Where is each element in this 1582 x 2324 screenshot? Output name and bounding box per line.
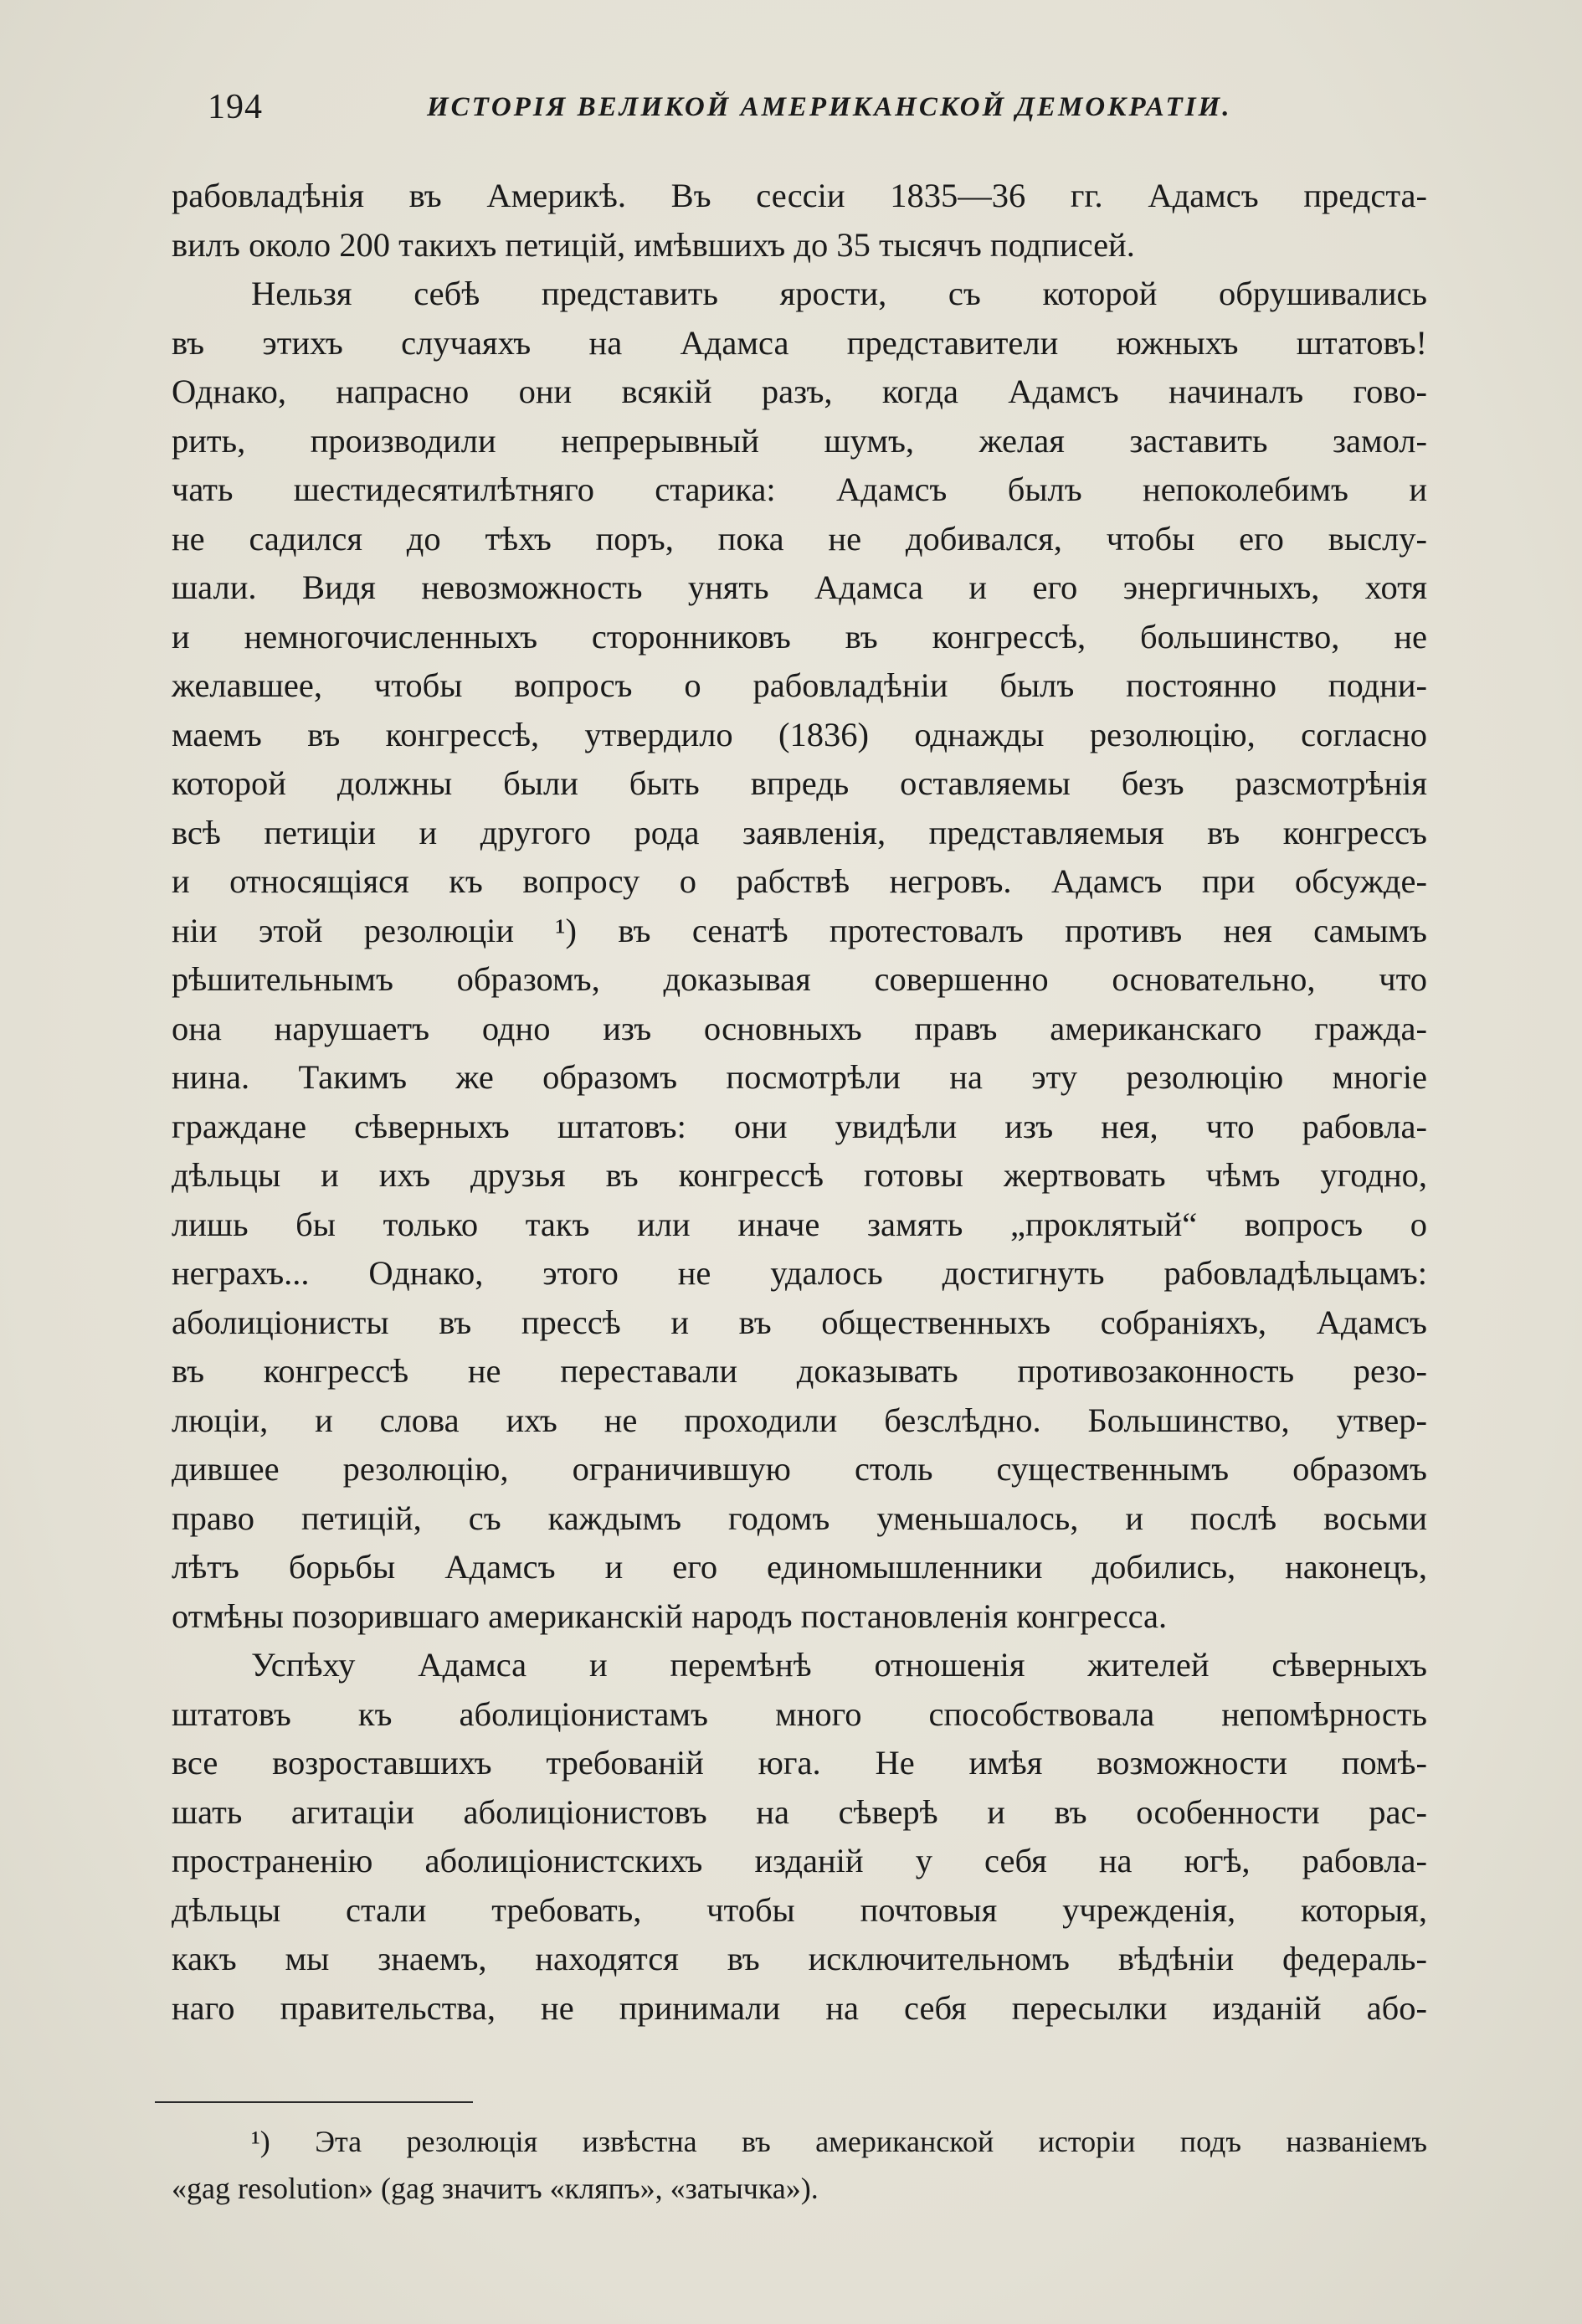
text-line: аболиціонисты въ прессѣ и въ общественныхъ собраніяхъ, Адамсъ [172, 1303, 1427, 1341]
footnote-line: ¹) Эта резолюція извѣстна въ американской исторіи подъ названіемъ [251, 2125, 1427, 2158]
text-line: рабовладѣнія въ Америкѣ. Въ сессіи 1835—36 гг. Адамсъ предста- [172, 177, 1427, 214]
text-line: какъ мы знаемъ, находятся въ исключительномъ вѣдѣніи федераль- [172, 1940, 1427, 1977]
text-line: не садился до тѣхъ поръ, пока не добивался, чтобы его выслу- [172, 519, 1427, 558]
text-line: шали. Видя невозможность унять Адамса и его энергичныхъ, хотя [172, 568, 1427, 606]
text-line: нина. Такимъ же образомъ посмотрѣли на эту резолюцію многіе [172, 1058, 1427, 1096]
footnote-divider [155, 2101, 473, 2103]
text-line: въ конгрессѣ не переставали доказывать противозаконность резо- [172, 1352, 1427, 1390]
text-line: маемъ въ конгрессѣ, утвердило (1836) однажды резолюцію, согласно [172, 715, 1427, 753]
text-line: отмѣны позорившаго американскій народъ постановленія конгресса. [172, 1596, 1168, 1635]
text-line: лишь бы только такъ или иначе замять „проклятый“ вопросъ о [172, 1205, 1427, 1243]
text-line: всѣ петиціи и другого рода заявленія, представляемыя въ конгрессъ [172, 813, 1427, 851]
text-line: которой должны были быть впредь оставляемы безъ разсмотрѣнія [172, 764, 1427, 802]
text-line: дившее резолюцію, ограничившую столь существеннымъ образомъ [172, 1450, 1427, 1488]
text-line: лѣтъ борьбы Адамсъ и его единомышленники добились, наконецъ, [172, 1548, 1427, 1586]
body-text [172, 172, 1427, 2033]
text-line: желавшее, чтобы вопросъ о рабовладѣніи былъ постоянно подни- [172, 666, 1427, 704]
text-line: дѣльцы и ихъ друзья въ конгрессѣ готовы жертвовать чѣмъ угодно, [172, 1156, 1427, 1194]
page-number: 194 [208, 88, 263, 126]
text-line: ніи этой резолюціи ¹) въ сенатѣ протестовалъ противъ нея самымъ [172, 911, 1427, 949]
footnotes [172, 2118, 1427, 2212]
text-line: и относящіяся къ вопросу о рабствѣ негровъ. Адамсъ при обсужде- [172, 862, 1427, 900]
text-line: вилъ около 200 такихъ петицій, имѣвшихъ до 35 тысячъ подписей. [172, 225, 1135, 264]
running-title: ИСТОРІЯ ВЕЛИКОЙ АМЕРИКАНСКОЙ ДЕМОКРАТІИ. [427, 92, 1232, 122]
text-line: наго правительства, не принимали на себя пересылки изданій або- [172, 1988, 1427, 2027]
text-line: Однако, напрасно они всякій разъ, когда Адамсъ начиналъ гово- [172, 373, 1427, 410]
text-line: Нельзя себѣ представить ярости, съ которой обрушивались [251, 275, 1427, 312]
text-line: люціи, и слова ихъ не проходили безслѣдно. Большинство, утвер- [172, 1401, 1427, 1439]
text-line: и немногочисленныхъ сторонниковъ въ конгрессѣ, большинство, не [172, 617, 1427, 656]
page-header [193, 87, 1431, 137]
text-line: дѣльцы стали требовать, чтобы почтовыя учрежденія, которыя, [172, 1890, 1427, 1929]
text-line: неграхъ... Однако, этого не удалось достигнуть рабовладѣльцамъ: [172, 1254, 1427, 1292]
text-line: въ этихъ случаяхъ на Адамса представители южныхъ штатовъ! [172, 323, 1427, 362]
text-line: штатовъ къ аболиціонистамъ много способствовала непомѣрность [172, 1694, 1427, 1733]
text-line: шать агитаціи аболиціонистовъ на сѣверѣ и въ особенности рас- [172, 1792, 1427, 1831]
text-line: пространенію аболиціонистскихъ изданій у себя на югѣ, рабовла- [172, 1842, 1427, 1879]
footnote-line: «gag resolution» (gag значитъ «кляпъ», «затычка»). [172, 2172, 819, 2205]
text-line: рѣшительнымъ образомъ, доказывая совершенно основательно, что [172, 960, 1427, 998]
text-line: рить, производили непрерывный шумъ, желая заставить замол- [172, 421, 1427, 460]
text-line: она нарушаетъ одно изъ основныхъ правъ американскаго гражда- [172, 1009, 1427, 1047]
text-line: чать шестидесятилѣтняго старика: Адамсъ былъ непоколебимъ и [172, 470, 1427, 508]
text-line: Успѣху Адамса и перемѣнѣ отношенія жителей сѣверныхъ [251, 1646, 1427, 1684]
text-line: право петицій, съ каждымъ годомъ уменьшалось, и послѣ восьми [172, 1499, 1427, 1537]
text-line: граждане сѣверныхъ штатовъ: они увидѣли изъ нея, что рабовла- [172, 1107, 1427, 1145]
text-line: все возроставшихъ требованій юга. Не имѣя возможности помѣ- [172, 1744, 1427, 1782]
